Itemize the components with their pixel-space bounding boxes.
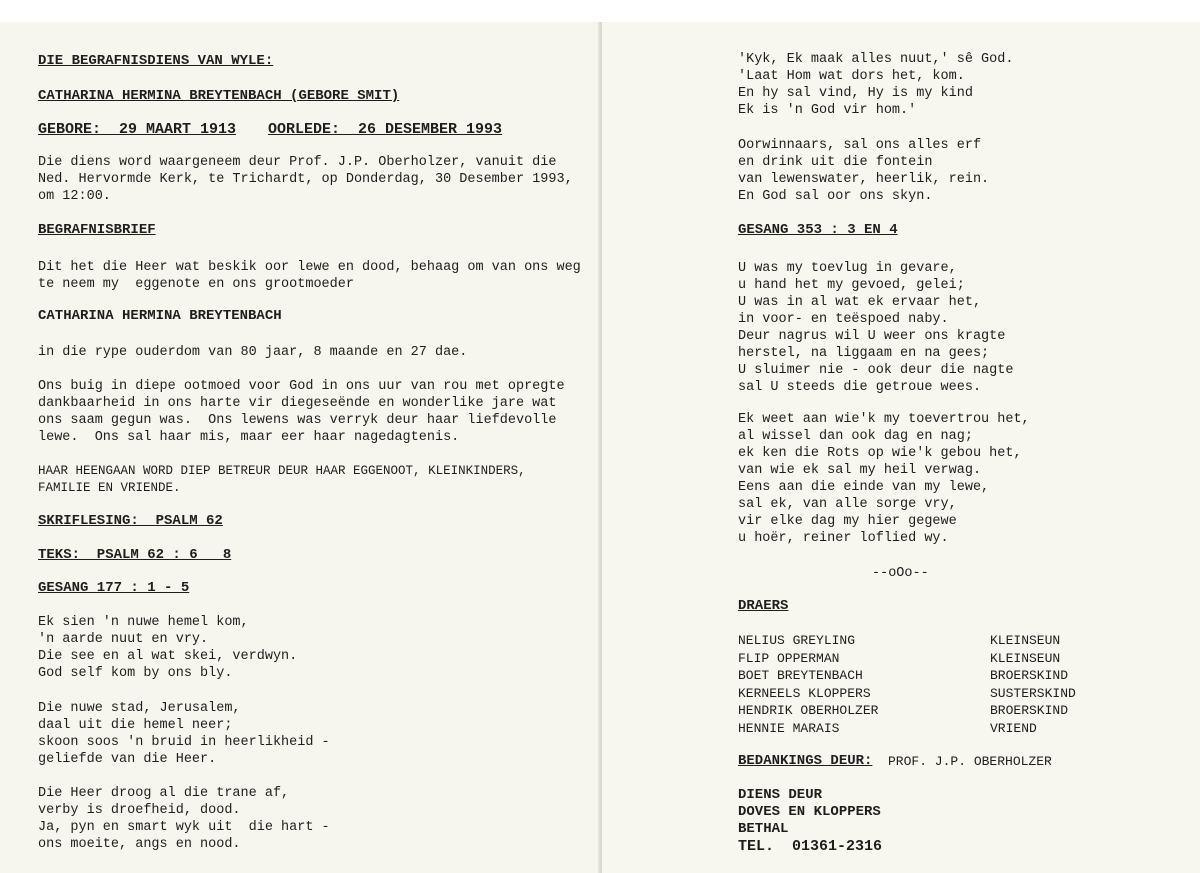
age-text: in die rype ouderdom van 80 jaar, 8 maande en 27 dae. <box>38 345 468 360</box>
mourners-text <box>38 463 526 497</box>
bearer-relation: SUSTERSKIND <box>990 685 1076 701</box>
mourners-line: HAAR HEENGAAN WORD DIEP BETREUR DEUR HAAR EGGENOOT, KLEINKINDERS, <box>38 464 526 478</box>
intro-line: Ned. Hervormde Kerk, te Trichardt, op Donderdag, 30 Desember 1993, <box>38 172 573 187</box>
service-title: DIE BEGRAFNISDIENS VAN WYLE: <box>38 53 274 69</box>
verse-line: in voor- en teëspoed naby. <box>738 312 949 327</box>
verse-line: Ek weet aan wie'k my toevertrou het, <box>738 412 1030 427</box>
sermon-text: TEKS: PSALM 62 : 6 8 <box>38 547 232 563</box>
bearers-heading: DRAERS <box>738 598 789 614</box>
verse-line: En hy sal vind, Hy is my kind <box>738 86 973 101</box>
mourners-line: FAMILIE EN VRIENDE. <box>38 481 181 495</box>
death-date: OORLEDE: 26 DESEMBER 1993 <box>268 121 503 138</box>
verse-line: Die nuwe stad, Jerusalem, <box>38 701 241 716</box>
divider-ornament: --oOo-- <box>872 566 929 581</box>
verse-line: van lewenswater, heerlik, rein. <box>738 172 990 187</box>
verse-line: ek ken die Rots op wie'k gebou het, <box>738 446 1022 461</box>
letter-line: te neem my eggenote en ons grootmoeder <box>38 277 354 292</box>
verse-line: God self kom by ons bly. <box>38 666 233 681</box>
verse-line: Deur nagrus wil U weer ons kragte <box>738 329 1006 344</box>
thanks-value: PROF. J.P. OBERHOLZER <box>888 754 1052 769</box>
intro-line: om 12:00. <box>38 189 111 204</box>
verse-line: U sluimer nie - ook deur die nagte <box>738 363 1014 378</box>
undertaker-phone: TEL. 01361-2316 <box>738 838 883 855</box>
undertaker-name: DOVES EN KLOPPERS <box>738 804 881 820</box>
hymn-353-heading: GESANG 353 : 3 EN 4 <box>738 222 898 238</box>
tribute-line: ons saam gegun was. Ons lewens was verryk deur haar liefdevolle <box>38 413 557 428</box>
tribute-line: lewe. Ons sal haar mis, maar eer haar nagedagtenis. <box>38 430 460 445</box>
verse-line: van wie ek sal my heil verwag. <box>738 463 982 478</box>
scripture-reading: SKRIFLESING: PSALM 62 <box>38 513 223 529</box>
letter-line: Dit het die Heer wat beskik oor lewe en dood, behaag om van ons weg <box>38 260 581 275</box>
verse-line: Eens aan die einde van my lewe, <box>738 480 990 495</box>
hymn-177-heading: GESANG 177 : 1 - 5 <box>38 580 190 596</box>
service-by-label: DIENS DEUR <box>738 787 823 803</box>
left-page <box>0 22 600 873</box>
tribute-text <box>38 378 565 446</box>
funeral-letter-text <box>38 259 581 293</box>
service-intro <box>38 154 573 205</box>
hymn-177-verse-3 <box>38 785 330 853</box>
bearer-name: NELIUS GREYLING <box>738 633 856 648</box>
verse-line: Oorwinnaars, sal ons alles erf <box>738 138 982 153</box>
verse-line: skoon soos 'n bruid in heerlikheid - <box>38 735 330 750</box>
bearer-name: HENNIE MARAIS <box>738 720 840 736</box>
verse-line: Die Heer droog al die trane af, <box>38 786 290 801</box>
tribute-line: dankbaarheid in ons harte vir diegeseënde en wonderlike jare wat <box>38 396 557 411</box>
bearers-names <box>738 632 878 737</box>
hymn-177-verse-1 <box>38 614 297 682</box>
verse-line: 'Laat Hom wat dors het, kom. <box>738 69 965 84</box>
verse-line: Ek sien 'n nuwe hemel kom, <box>38 615 249 630</box>
hymn-353-verse-3 <box>738 260 1013 396</box>
bearer-name: HENDRIK OBERHOLZER <box>738 703 879 718</box>
verse-line: 'n aarde nuut en vry. <box>38 632 209 647</box>
hymn-353-verse-4 <box>738 411 1030 547</box>
verse-line: vir elke dag my hier gegewe <box>738 514 957 529</box>
verse-line: Die see en al wat skei, verdwyn. <box>38 649 298 664</box>
verse-line: sal ek, van alle sorge vry, <box>738 497 957 512</box>
top-margin <box>0 0 1200 22</box>
verse-line: U was my toevlug in gevare, <box>738 261 957 276</box>
thanks-label: BEDANKINGS DEUR: <box>738 753 873 769</box>
bearers-relations <box>990 632 1076 737</box>
hymn-177-verse-2 <box>38 700 330 768</box>
bearer-relation: KLEINSEUN <box>990 650 1061 666</box>
bearer-relation: VRIEND <box>990 720 1037 736</box>
bearer-name: BOET BREYTENBACH <box>738 668 863 683</box>
verse-line: daal uit die hemel neer; <box>38 718 233 733</box>
deceased-name-title: CATHARINA HERMINA BREYTENBACH (GEBORE SMIT) <box>38 88 400 104</box>
verse-line: En God sal oor ons skyn. <box>738 189 933 204</box>
bearer-relation: KLEINSEUN <box>990 633 1061 648</box>
verse-line: U was in al wat ek ervaar het, <box>738 295 982 310</box>
right-page <box>602 22 1200 873</box>
verse-line: u hoër, reiner loflied wy. <box>738 531 949 546</box>
verse-line: Ja, pyn en smart wyk uit die hart - <box>38 820 330 835</box>
verse-line: sal U steeds die getroue wees. <box>738 380 982 395</box>
verse-line: geliefde van die Heer. <box>38 752 217 767</box>
bearer-relation: BROERSKIND <box>990 703 1069 718</box>
verse-line: Ek is 'n God vir hom.' <box>738 103 917 118</box>
undertaker-town: BETHAL <box>738 821 789 837</box>
hymn-177-verse-5 <box>738 137 989 205</box>
birth-date: GEBORE: 29 MAART 1913 <box>38 121 237 138</box>
funeral-letter-heading: BEGRAFNISBRIEF <box>38 222 156 238</box>
bearer-relation: BROERSKIND <box>990 668 1069 683</box>
verse-line: u hand het my gevoed, gelei; <box>738 278 965 293</box>
verse-line: verby is droefheid, dood. <box>38 803 241 818</box>
verse-line: ons moeite, angs en nood. <box>38 837 241 852</box>
hymn-177-verse-4 <box>738 51 1013 119</box>
deceased-name: CATHARINA HERMINA BREYTENBACH <box>38 308 282 324</box>
verse-line: en drink uit die fontein <box>738 155 933 170</box>
verse-line: al wissel dan ook dag en nag; <box>738 429 973 444</box>
tribute-line: Ons buig in diepe ootmoed voor God in ons uur van rou met opregte <box>38 379 565 394</box>
intro-line: Die diens word waargeneem deur Prof. J.P. Oberholzer, vanuit die <box>38 155 557 170</box>
verse-line: 'Kyk, Ek maak alles nuut,' sê God. <box>738 52 1014 67</box>
bearer-name: KERNEELS KLOPPERS <box>738 685 871 701</box>
bearer-name: FLIP OPPERMAN <box>738 650 840 666</box>
verse-line: herstel, na liggaam en na gees; <box>738 346 990 361</box>
